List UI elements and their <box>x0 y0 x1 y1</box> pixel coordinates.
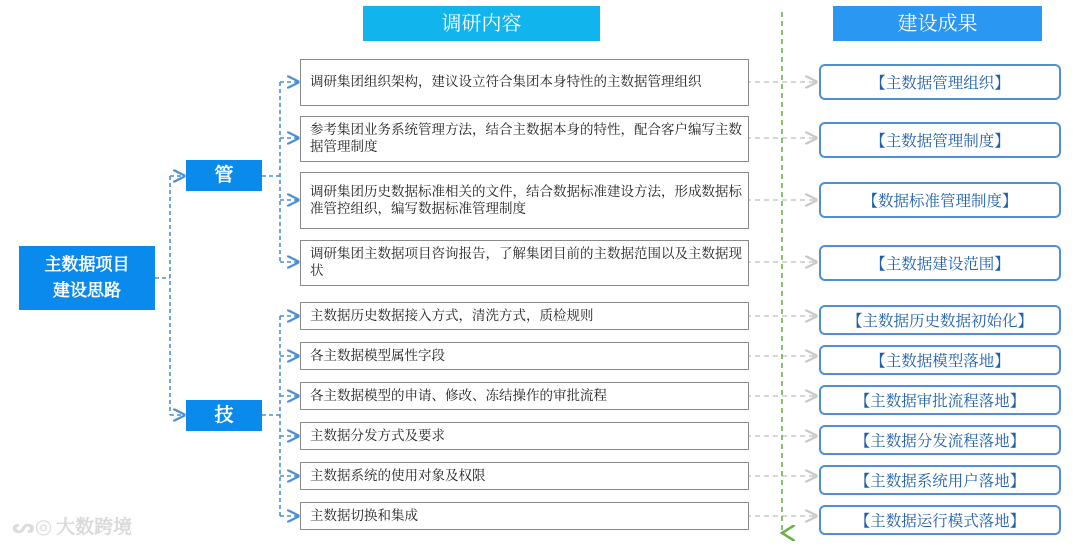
logo-icon: ᔕ◎ <box>12 513 53 538</box>
content-box-1 <box>300 59 749 106</box>
result-box-10: 【主数据运行模式落地】 <box>819 505 1061 535</box>
result-box-7: 【主数据审批流程落地】 <box>819 385 1061 415</box>
result-box-3: 【数据标准管理制度】 <box>819 182 1061 218</box>
content-text-6: 各主数据模型属性字段 <box>310 347 445 364</box>
content-text-8: 主数据分发方式及要求 <box>310 427 445 444</box>
result-box-9: 【主数据系统用户落地】 <box>819 465 1061 495</box>
content-box-5 <box>300 302 749 330</box>
content-text-5: 主数据历史数据接入方式，清洗方式，质检规则 <box>310 307 594 324</box>
root-label-line1: 主数据项目 <box>44 255 130 275</box>
content-text-4: 调研集团主数据项目咨询报告，了解集团目前的主数据范围以及主数据现状 <box>310 246 742 279</box>
content-text-9: 主数据系统的使用对象及权限 <box>310 467 486 484</box>
branch-technology: 技 术 <box>186 400 262 431</box>
content-box-7 <box>300 382 749 410</box>
root-node <box>19 246 155 310</box>
result-box-6: 【主数据模型落地】 <box>819 345 1061 375</box>
result-box-4: 【主数据建设范围】 <box>819 245 1061 281</box>
watermark-text: 大数跨境 <box>56 516 133 538</box>
result-box-5: 【主数据历史数据初始化】 <box>819 305 1061 335</box>
content-text-10: 主数据切换和集成 <box>310 507 418 524</box>
content-box-3 <box>300 172 749 229</box>
content-text-3: 调研集团历史数据标准相关的文件，结合数据标准建设方法，形成数据标准管控组织，编写数据标准管理制度 <box>310 183 742 217</box>
content-box-9 <box>300 462 749 490</box>
content-box-8 <box>300 422 749 450</box>
header-research-content: 调研内容 <box>363 6 600 41</box>
content-box-4 <box>300 240 749 286</box>
content-text-1: 调研集团组织架构，建议设立符合集团本身特性的主数据管理组织 <box>310 74 702 90</box>
header-build-result: 建设成果 <box>833 6 1042 41</box>
content-text-2: 参考集团业务系统管理方法，结合主数据本身的特性，配合客户编写主数据管理制度 <box>310 122 742 155</box>
content-box-6 <box>300 342 749 370</box>
content-box-10 <box>300 502 749 530</box>
content-text-7: 各主数据模型的申请、修改、冻结操作的审批流程 <box>310 387 607 404</box>
watermark <box>12 512 132 539</box>
content-box-2 <box>300 116 749 162</box>
result-box-8: 【主数据分发流程落地】 <box>819 425 1061 455</box>
result-box-2: 【主数据管理制度】 <box>819 122 1061 158</box>
root-label-line2: 建设思路 <box>53 281 121 301</box>
result-box-1: 【主数据管理组织】 <box>819 64 1061 100</box>
branch-management: 管 理 <box>186 160 262 191</box>
